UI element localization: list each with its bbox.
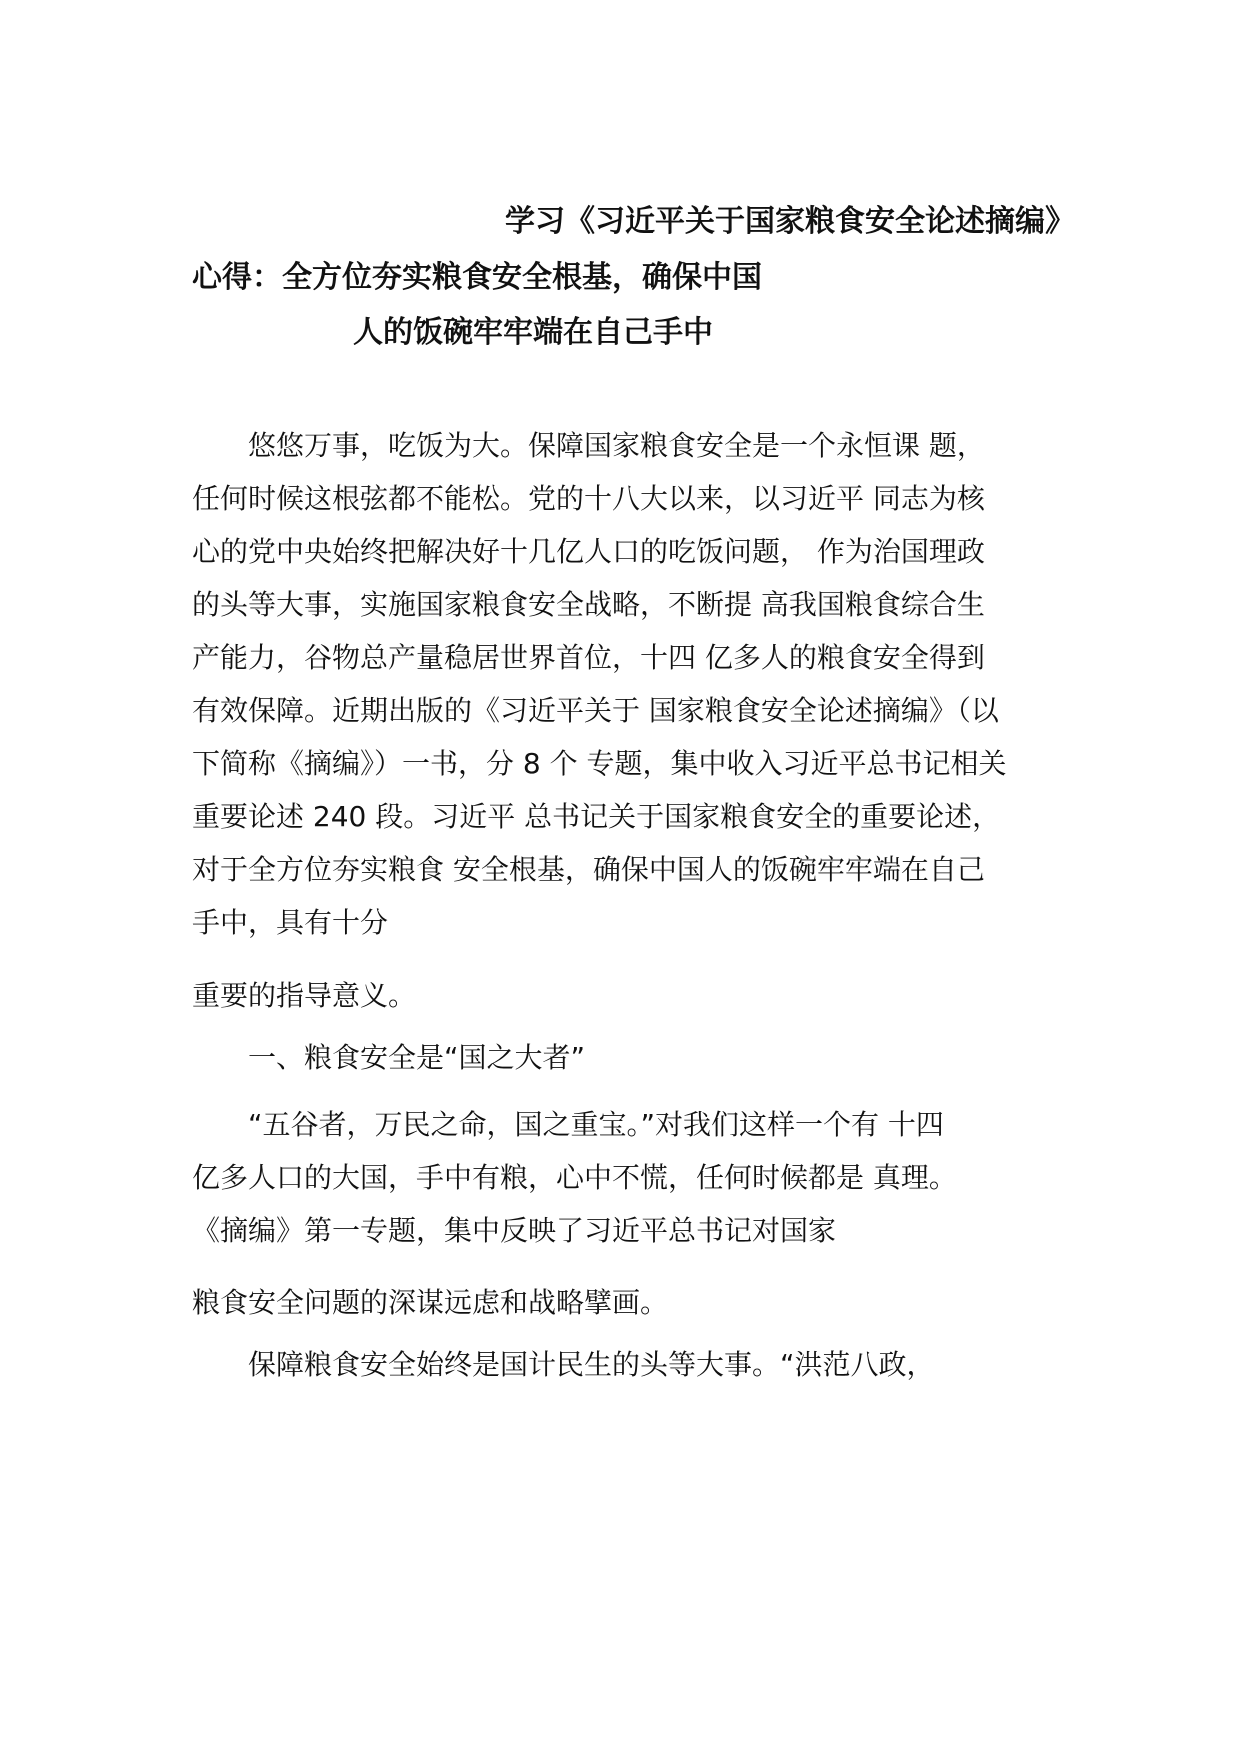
body-line: 《摘编》第一专题，集中反映了习近平总书记对国家 [192, 1214, 837, 1247]
body-line: 产能力，谷物总产量稳居世界首位，十四 亿多人的粮食安全得到 [192, 641, 985, 674]
body-line: 对于全方位夯实粮食 安全根基，确保中国人的饭碗牢牢端在自己 [192, 853, 985, 886]
body-line: 重要的指导意义。 [192, 979, 417, 1012]
body-line: 心的党中央始终把解决好十几亿人口的吃饭问题， 作为治国理政 [192, 535, 985, 568]
body-line: 有效保障。近期出版的《习近平关于 国家粮食安全论述摘编》（以 [192, 694, 999, 727]
body-line: 手中，具有十分 [192, 906, 389, 939]
section-heading: 一、粮食安全是“国之大者” [192, 1041, 586, 1074]
body-line: 下简称《摘编》）一书，分 8 个 专题，集中收入习近平总书记相关 [192, 747, 1007, 780]
title-line-1: 学习《习近平关于国家粮食安全论述摘编》 [505, 204, 1075, 239]
title-line-2: 心得：全方位夯实粮食安全根基，确保中国 [192, 260, 762, 295]
body-line: 的头等大事，实施国家粮食安全战略，不断提 高我国粮食综合生 [192, 588, 985, 621]
title-line-3: 人的饭碗牢牢端在自己手中 [353, 315, 713, 350]
body-line: “五谷者，万民之命，国之重宝。”对我们这样一个有 十四 [192, 1108, 944, 1141]
body-line: 保障粮食安全始终是国计民生的头等大事。“洪范八政， [192, 1348, 935, 1381]
body-line: 亿多人口的大国，手中有粮，心中不慌，任何时候都是 真理。 [192, 1161, 957, 1194]
body-line: 任何时候这根弦都不能松。党的十八大以来，以习近平 同志为核 [192, 482, 985, 515]
body-line: 粮食安全问题的深谋远虑和战略擘画。 [192, 1286, 669, 1319]
body-line: 悠悠万事，吃饭为大。保障国家粮食安全是一个永恒课 题， [192, 429, 985, 462]
body-line: 重要论述 240 段。习近平 总书记关于国家粮食安全的重要论述， [192, 800, 1001, 833]
